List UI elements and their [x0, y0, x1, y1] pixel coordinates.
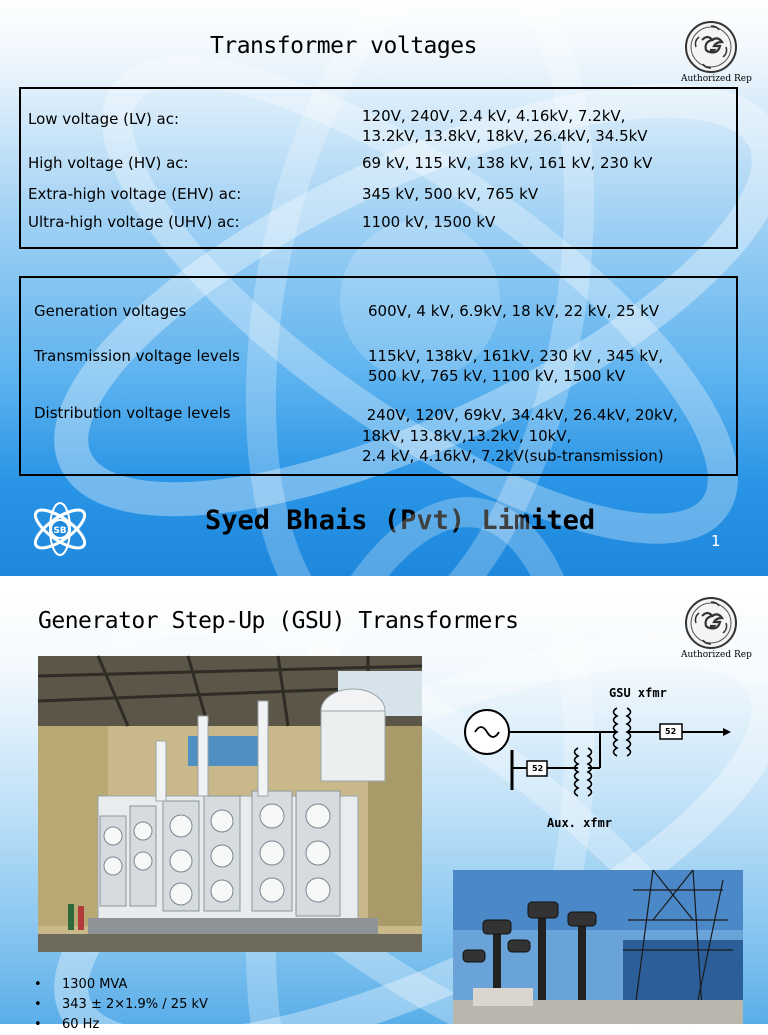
slide-title: Generator Step-Up (GSU) Transformers — [38, 608, 519, 634]
slide-gsu-transformers — [0, 588, 768, 1032]
ge-logo-icon — [684, 20, 738, 74]
gsu-transformer-photo — [38, 656, 422, 952]
company-name: Syed Bhais (Pvt) Limited — [205, 505, 596, 536]
syed-bhais-logo-icon — [28, 500, 92, 558]
voltage-class-value: 120V, 240V, 2.4 kV, 4.16kV, 7.2kV, — [362, 107, 626, 125]
page-number: 1 — [711, 532, 721, 550]
ge-logo-icon — [684, 596, 738, 650]
voltage-class-value: 1100 kV, 1500 kV — [362, 213, 496, 231]
aux-xfmr-label: Aux. xfmr — [547, 816, 613, 830]
voltage-level-value: 240V, 120V, 69kV, 34.4kV, 26.4kV, 20kV, — [362, 406, 678, 424]
voltage-class-label: High voltage (HV) ac: — [28, 154, 189, 172]
spec-voltage: • 343 ± 2×1.9% / 25 kV — [34, 995, 208, 1015]
slide-title: Transformer voltages — [210, 33, 477, 59]
gsu-specs-list — [34, 975, 208, 1035]
voltage-class-label: Ultra-high voltage (UHV) ac: — [28, 213, 240, 231]
gsu-single-line-diagram — [455, 686, 740, 836]
voltage-class-value: 13.2kV, 13.8kV, 18kV, 26.4kV, 34.5kV — [362, 127, 648, 145]
authorized-rep-caption: Authorized Rep — [681, 74, 752, 84]
spec-frequency: • 60 Hz — [34, 1015, 208, 1035]
substation-photo — [453, 870, 743, 1024]
voltage-class-value: 345 kV, 500 kV, 765 kV — [362, 185, 539, 203]
voltage-class-label: Low voltage (LV) ac: — [28, 110, 180, 128]
breaker-aux-label: 52 — [532, 764, 544, 773]
voltage-level-value: 500 kV, 765 kV, 1100 kV, 1500 kV — [368, 367, 626, 385]
voltage-level-label: Generation voltages — [34, 302, 187, 320]
aux-transformer-coils — [575, 748, 592, 796]
gsu-xfmr-label: GSU xfmr — [609, 686, 667, 700]
voltage-level-value: 115kV, 138kV, 161kV, 230 kV , 345 kV, — [368, 347, 664, 365]
voltage-level-value: 600V, 4 kV, 6.9kV, 18 kV, 22 kV, 25 kV — [368, 302, 660, 320]
spec-rating: • 1300 MVA — [34, 975, 208, 995]
voltage-levels-box — [19, 276, 738, 476]
authorized-rep-caption: Authorized Rep — [681, 650, 752, 660]
voltage-level-value: 2.4 kV, 4.16kV, 7.2kV(sub-transmission) — [362, 447, 664, 465]
voltage-level-label: Transmission voltage levels — [34, 347, 240, 365]
voltage-class-label: Extra-high voltage (EHV) ac: — [28, 185, 242, 203]
voltage-level-value: 18kV, 13.8kV,13.2kV, 10kV, — [362, 427, 572, 445]
svg-text:SB: SB — [53, 526, 67, 536]
voltage-classes-box — [19, 87, 738, 249]
voltage-level-label: Distribution voltage levels — [34, 404, 231, 422]
breaker-main-label: 52 — [665, 727, 677, 736]
voltage-class-value: 69 kV, 115 kV, 138 kV, 161 kV, 230 kV — [362, 154, 653, 172]
